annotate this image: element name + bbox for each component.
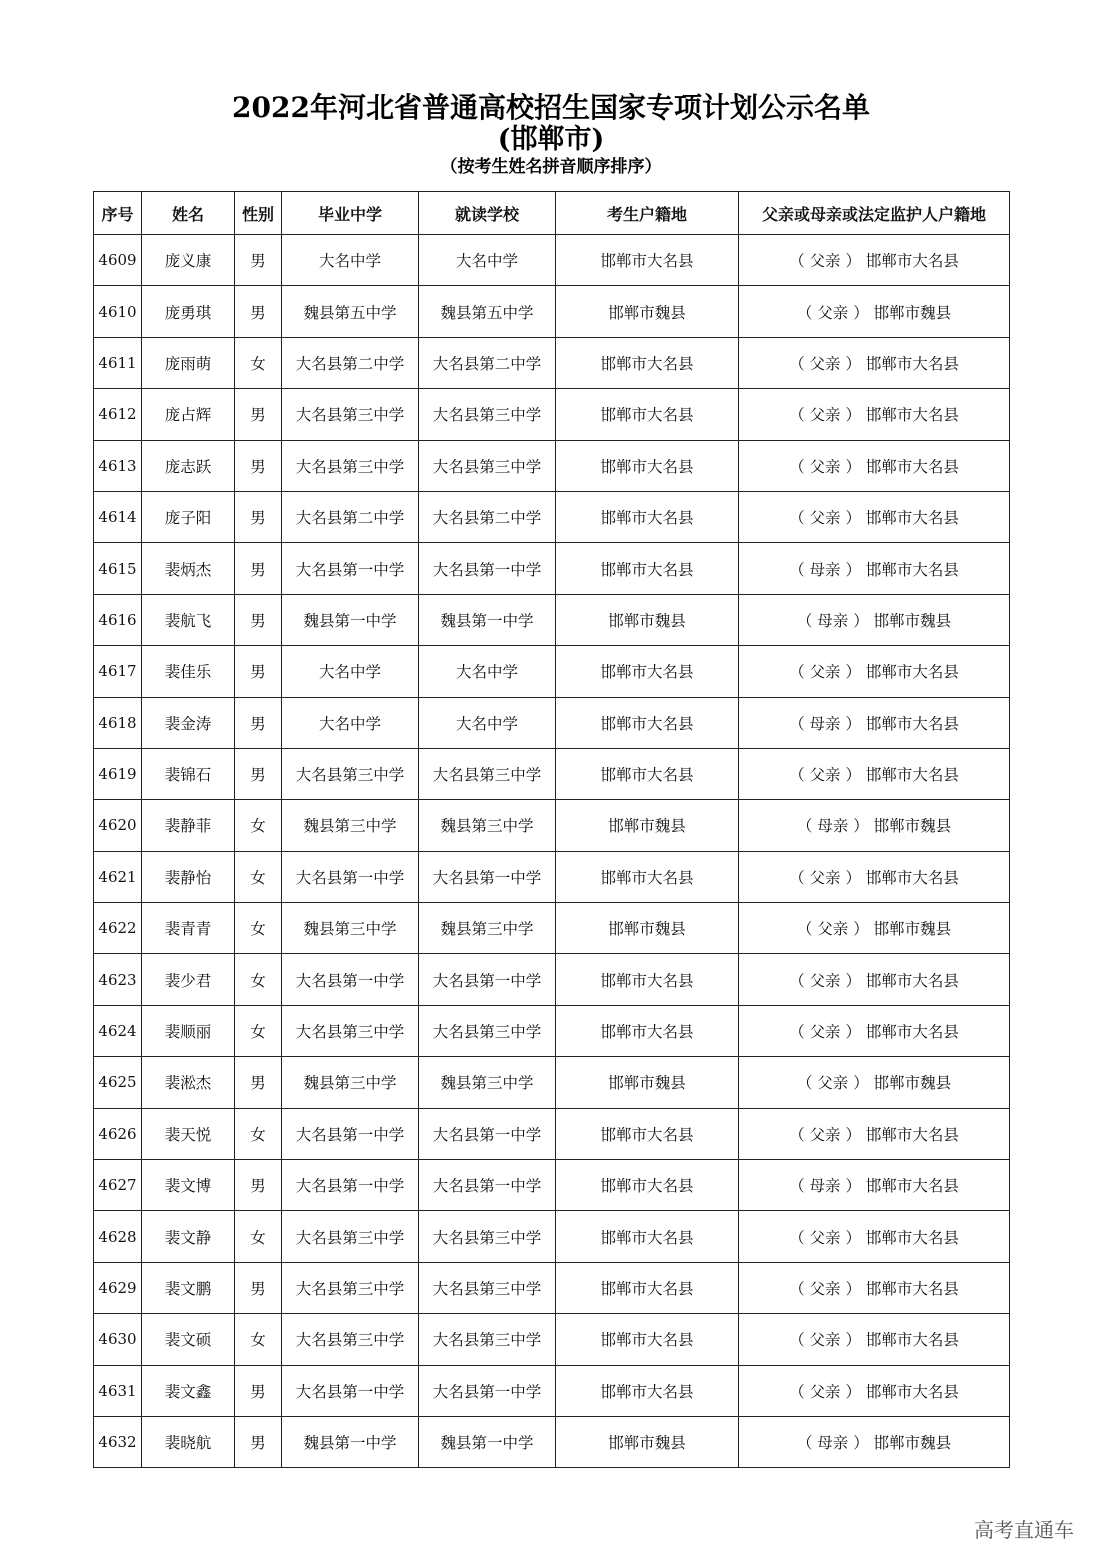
cell-name: 裴炳杰 (142, 543, 235, 594)
cell-current-school: 大名县第一中学 (419, 1365, 556, 1416)
cell-graduation-school: 大名县第一中学 (282, 851, 419, 902)
cell-name: 庞雨萌 (142, 337, 235, 388)
cell-name: 裴文鹏 (142, 1262, 235, 1313)
cell-student-hukou: 邯郸市魏县 (556, 800, 739, 851)
cell-guardian-hukou: （ 母亲 ） 邯郸市魏县 (739, 1416, 1010, 1467)
cell-gender: 女 (235, 1314, 282, 1365)
cell-graduation-school: 魏县第一中学 (282, 1416, 419, 1467)
cell-index: 4630 (94, 1314, 142, 1365)
table-row (94, 543, 1010, 594)
cell-index: 4632 (94, 1416, 142, 1467)
cell-current-school: 魏县第三中学 (419, 1057, 556, 1108)
cell-current-school: 大名县第三中学 (419, 748, 556, 799)
cell-guardian-hukou: （ 父亲 ） 邯郸市大名县 (739, 954, 1010, 1005)
cell-index: 4628 (94, 1211, 142, 1262)
table-row (94, 697, 1010, 748)
cell-current-school: 大名县第三中学 (419, 1314, 556, 1365)
cell-index: 4622 (94, 903, 142, 954)
cell-graduation-school: 魏县第三中学 (282, 800, 419, 851)
cell-gender: 男 (235, 491, 282, 542)
cell-index: 4617 (94, 646, 142, 697)
table-row (94, 1416, 1010, 1467)
table-row (94, 903, 1010, 954)
cell-current-school: 魏县第三中学 (419, 800, 556, 851)
cell-gender: 男 (235, 389, 282, 440)
cell-graduation-school: 魏县第五中学 (282, 286, 419, 337)
cell-name: 裴顺丽 (142, 1005, 235, 1056)
cell-student-hukou: 邯郸市魏县 (556, 286, 739, 337)
cell-gender: 女 (235, 1211, 282, 1262)
cell-graduation-school: 魏县第三中学 (282, 1057, 419, 1108)
cell-graduation-school: 大名县第二中学 (282, 337, 419, 388)
cell-name: 庞义康 (142, 235, 235, 286)
cell-student-hukou: 邯郸市大名县 (556, 491, 739, 542)
cell-guardian-hukou: （ 父亲 ） 邯郸市大名县 (739, 851, 1010, 902)
header-guardian-hukou: 父亲或母亲或法定监护人户籍地 (739, 192, 1010, 235)
cell-graduation-school: 大名中学 (282, 646, 419, 697)
table-row (94, 1314, 1010, 1365)
cell-index: 4626 (94, 1108, 142, 1159)
cell-name: 裴锦石 (142, 748, 235, 799)
cell-index: 4620 (94, 800, 142, 851)
cell-gender: 女 (235, 954, 282, 1005)
cell-current-school: 大名县第三中学 (419, 1262, 556, 1313)
cell-student-hukou: 邯郸市大名县 (556, 646, 739, 697)
cell-current-school: 魏县第三中学 (419, 903, 556, 954)
cell-gender: 女 (235, 903, 282, 954)
cell-current-school: 大名县第一中学 (419, 543, 556, 594)
table-row (94, 1365, 1010, 1416)
cell-gender: 男 (235, 1262, 282, 1313)
header-index: 序号 (94, 192, 142, 235)
header-student-hukou: 考生户籍地 (556, 192, 739, 235)
cell-graduation-school: 大名中学 (282, 697, 419, 748)
header-gender: 性别 (235, 192, 282, 235)
cell-student-hukou: 邯郸市大名县 (556, 543, 739, 594)
cell-guardian-hukou: （ 母亲 ） 邯郸市魏县 (739, 594, 1010, 645)
cell-current-school: 大名中学 (419, 697, 556, 748)
cell-student-hukou: 邯郸市大名县 (556, 389, 739, 440)
cell-graduation-school: 大名县第一中学 (282, 1365, 419, 1416)
cell-name: 裴晓航 (142, 1416, 235, 1467)
cell-guardian-hukou: （ 父亲 ） 邯郸市大名县 (739, 1262, 1010, 1313)
cell-guardian-hukou: （ 父亲 ） 邯郸市大名县 (739, 440, 1010, 491)
cell-name: 裴文鑫 (142, 1365, 235, 1416)
cell-gender: 男 (235, 1160, 282, 1211)
cell-gender: 男 (235, 748, 282, 799)
cell-index: 4629 (94, 1262, 142, 1313)
sort-note: （按考生姓名拼音顺序排序） (440, 157, 662, 177)
cell-student-hukou: 邯郸市大名县 (556, 851, 739, 902)
cell-current-school: 大名县第三中学 (419, 389, 556, 440)
table-row (94, 1108, 1010, 1159)
cell-name: 裴天悦 (142, 1108, 235, 1159)
table-row (94, 1160, 1010, 1211)
cell-student-hukou: 邯郸市大名县 (556, 1314, 739, 1365)
table-row (94, 337, 1010, 388)
cell-name: 裴静怡 (142, 851, 235, 902)
cell-graduation-school: 大名县第三中学 (282, 389, 419, 440)
header-name: 姓名 (142, 192, 235, 235)
table-row (94, 748, 1010, 799)
header-graduation-school: 毕业中学 (282, 192, 419, 235)
table-row (94, 646, 1010, 697)
cell-student-hukou: 邯郸市大名县 (556, 1262, 739, 1313)
cell-graduation-school: 大名县第一中学 (282, 543, 419, 594)
cell-index: 4613 (94, 440, 142, 491)
cell-gender: 女 (235, 800, 282, 851)
cell-name: 裴青青 (142, 903, 235, 954)
cell-guardian-hukou: （ 父亲 ） 邯郸市大名县 (739, 1108, 1010, 1159)
watermark: 高考直通车 (974, 1518, 1074, 1542)
cell-index: 4624 (94, 1005, 142, 1056)
cell-current-school: 魏县第一中学 (419, 594, 556, 645)
cell-guardian-hukou: （ 父亲 ） 邯郸市魏县 (739, 903, 1010, 954)
cell-gender: 男 (235, 440, 282, 491)
cell-student-hukou: 邯郸市大名县 (556, 1005, 739, 1056)
cell-gender: 女 (235, 851, 282, 902)
cell-guardian-hukou: （ 父亲 ） 邯郸市大名县 (739, 1365, 1010, 1416)
cell-graduation-school: 大名县第三中学 (282, 1262, 419, 1313)
cell-guardian-hukou: （ 父亲 ） 邯郸市大名县 (739, 748, 1010, 799)
cell-current-school: 大名县第一中学 (419, 954, 556, 1005)
cell-student-hukou: 邯郸市魏县 (556, 1057, 739, 1108)
cell-guardian-hukou: （ 父亲 ） 邯郸市大名县 (739, 235, 1010, 286)
table-row (94, 1057, 1010, 1108)
cell-student-hukou: 邯郸市大名县 (556, 337, 739, 388)
cell-index: 4615 (94, 543, 142, 594)
cell-student-hukou: 邯郸市魏县 (556, 594, 739, 645)
cell-name: 裴航飞 (142, 594, 235, 645)
cell-index: 4625 (94, 1057, 142, 1108)
table-row (94, 235, 1010, 286)
page-subtitle-city: (邯郸市) (497, 124, 605, 155)
cell-guardian-hukou: （ 父亲 ） 邯郸市魏县 (739, 1057, 1010, 1108)
cell-index: 4618 (94, 697, 142, 748)
cell-guardian-hukou: （ 父亲 ） 邯郸市大名县 (739, 389, 1010, 440)
cell-current-school: 魏县第一中学 (419, 1416, 556, 1467)
table-row (94, 389, 1010, 440)
cell-graduation-school: 大名县第三中学 (282, 440, 419, 491)
cell-current-school: 大名中学 (419, 235, 556, 286)
cell-name: 裴少君 (142, 954, 235, 1005)
cell-guardian-hukou: （ 母亲 ） 邯郸市魏县 (739, 800, 1010, 851)
cell-index: 4616 (94, 594, 142, 645)
cell-student-hukou: 邯郸市大名县 (556, 1365, 739, 1416)
table-row (94, 1262, 1010, 1313)
cell-student-hukou: 邯郸市大名县 (556, 440, 739, 491)
cell-index: 4621 (94, 851, 142, 902)
cell-guardian-hukou: （ 父亲 ） 邯郸市大名县 (739, 1314, 1010, 1365)
cell-student-hukou: 邯郸市魏县 (556, 1416, 739, 1467)
cell-index: 4631 (94, 1365, 142, 1416)
cell-student-hukou: 邯郸市魏县 (556, 903, 739, 954)
cell-graduation-school: 大名县第三中学 (282, 748, 419, 799)
cell-index: 4627 (94, 1160, 142, 1211)
cell-gender: 女 (235, 1005, 282, 1056)
cell-student-hukou: 邯郸市大名县 (556, 235, 739, 286)
cell-name: 裴文硕 (142, 1314, 235, 1365)
table-row (94, 851, 1010, 902)
cell-gender: 男 (235, 594, 282, 645)
roster-table (93, 191, 1010, 1468)
cell-student-hukou: 邯郸市大名县 (556, 1108, 739, 1159)
cell-name: 裴文博 (142, 1160, 235, 1211)
table-row (94, 800, 1010, 851)
cell-gender: 女 (235, 337, 282, 388)
cell-current-school: 大名县第三中学 (419, 1005, 556, 1056)
cell-graduation-school: 大名县第一中学 (282, 1160, 419, 1211)
table-row (94, 1005, 1010, 1056)
cell-index: 4610 (94, 286, 142, 337)
table-row (94, 594, 1010, 645)
cell-graduation-school: 大名县第三中学 (282, 1211, 419, 1262)
cell-current-school: 大名县第二中学 (419, 337, 556, 388)
table-header-row (94, 192, 1010, 235)
cell-guardian-hukou: （ 母亲 ） 邯郸市大名县 (739, 1160, 1010, 1211)
cell-graduation-school: 魏县第一中学 (282, 594, 419, 645)
cell-name: 庞勇琪 (142, 286, 235, 337)
cell-guardian-hukou: （ 父亲 ） 邯郸市大名县 (739, 1211, 1010, 1262)
cell-gender: 男 (235, 697, 282, 748)
table-row (94, 440, 1010, 491)
cell-name: 庞占辉 (142, 389, 235, 440)
cell-guardian-hukou: （ 母亲 ） 邯郸市大名县 (739, 543, 1010, 594)
cell-graduation-school: 魏县第三中学 (282, 903, 419, 954)
cell-index: 4611 (94, 337, 142, 388)
cell-graduation-school: 大名县第三中学 (282, 1005, 419, 1056)
table-row (94, 954, 1010, 1005)
cell-gender: 男 (235, 543, 282, 594)
table-body (94, 235, 1010, 1468)
cell-student-hukou: 邯郸市大名县 (556, 748, 739, 799)
cell-current-school: 大名县第三中学 (419, 440, 556, 491)
cell-current-school: 大名县第三中学 (419, 1211, 556, 1262)
cell-student-hukou: 邯郸市大名县 (556, 954, 739, 1005)
cell-graduation-school: 大名中学 (282, 235, 419, 286)
cell-index: 4609 (94, 235, 142, 286)
cell-current-school: 魏县第五中学 (419, 286, 556, 337)
cell-student-hukou: 邯郸市大名县 (556, 1160, 739, 1211)
cell-student-hukou: 邯郸市大名县 (556, 697, 739, 748)
table-row (94, 286, 1010, 337)
cell-index: 4612 (94, 389, 142, 440)
cell-guardian-hukou: （ 母亲 ） 邯郸市大名县 (739, 697, 1010, 748)
cell-gender: 男 (235, 1057, 282, 1108)
cell-guardian-hukou: （ 父亲 ） 邯郸市大名县 (739, 1005, 1010, 1056)
cell-index: 4619 (94, 748, 142, 799)
cell-name: 庞子阳 (142, 491, 235, 542)
page-title: 2022年河北省普通高校招生国家专项计划公示名单 (232, 91, 870, 124)
cell-graduation-school: 大名县第三中学 (282, 1314, 419, 1365)
cell-name: 庞志跃 (142, 440, 235, 491)
cell-gender: 女 (235, 1108, 282, 1159)
cell-name: 裴静菲 (142, 800, 235, 851)
cell-gender: 男 (235, 646, 282, 697)
cell-graduation-school: 大名县第一中学 (282, 1108, 419, 1159)
cell-graduation-school: 大名县第一中学 (282, 954, 419, 1005)
cell-gender: 男 (235, 235, 282, 286)
cell-name: 裴金涛 (142, 697, 235, 748)
table-row (94, 491, 1010, 542)
header-current-school: 就读学校 (419, 192, 556, 235)
cell-gender: 男 (235, 1416, 282, 1467)
cell-graduation-school: 大名县第二中学 (282, 491, 419, 542)
cell-current-school: 大名中学 (419, 646, 556, 697)
cell-guardian-hukou: （ 父亲 ） 邯郸市魏县 (739, 286, 1010, 337)
cell-current-school: 大名县第二中学 (419, 491, 556, 542)
cell-guardian-hukou: （ 父亲 ） 邯郸市大名县 (739, 646, 1010, 697)
cell-index: 4623 (94, 954, 142, 1005)
cell-gender: 男 (235, 286, 282, 337)
cell-name: 裴佳乐 (142, 646, 235, 697)
cell-current-school: 大名县第一中学 (419, 851, 556, 902)
cell-student-hukou: 邯郸市大名县 (556, 1211, 739, 1262)
cell-name: 裴淞杰 (142, 1057, 235, 1108)
table-row (94, 1211, 1010, 1262)
cell-guardian-hukou: （ 父亲 ） 邯郸市大名县 (739, 337, 1010, 388)
cell-current-school: 大名县第一中学 (419, 1108, 556, 1159)
cell-index: 4614 (94, 491, 142, 542)
cell-gender: 男 (235, 1365, 282, 1416)
cell-guardian-hukou: （ 父亲 ） 邯郸市大名县 (739, 491, 1010, 542)
cell-current-school: 大名县第一中学 (419, 1160, 556, 1211)
cell-name: 裴文静 (142, 1211, 235, 1262)
